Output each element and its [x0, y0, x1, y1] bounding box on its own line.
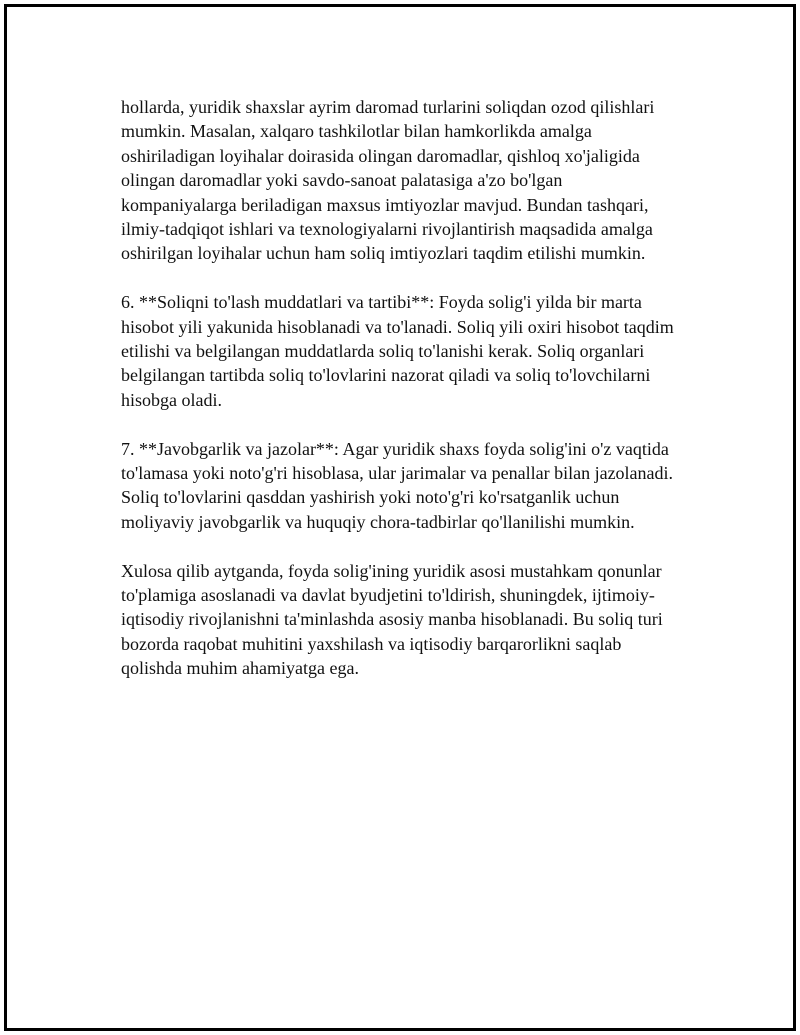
- text-line: hollarda, yuridik shaxslar ayrim daromad turlarini soliqdan ozod qilishlari: [121, 97, 655, 117]
- text-line: moliyaviy javobgarlik va huquqiy chora-tadbirlar qo'llanilishi mumkin.: [121, 511, 635, 532]
- text-line: mumkin. Masalan, xalqaro tashkilotlar bilan hamkorlikda amalga: [121, 121, 592, 142]
- document-page: [4, 4, 796, 1031]
- text-line: ilmiy-tadqiqot ishlari va texnologiyalarni rivojlantirish maqsadida amalga: [121, 219, 653, 240]
- text-line: qolishda muhim ahamiyatga ega.: [121, 658, 359, 679]
- paragraph-payment-terms: [121, 290, 701, 412]
- text-line: to'plamiga asoslanadi va davlat byudjetini to'ldirish, shuningdek, ijtimoiy-: [121, 585, 655, 606]
- text-line: iqtisodiy rivojlanishni ta'minlashda asosiy manba hisoblanadi. Bu soliq turi: [121, 609, 663, 630]
- text-line: bozorda raqobat muhitini yaxshilash va iqtisodiy barqarorlikni saqlab: [121, 633, 622, 654]
- text-line: belgilangan tartibda soliq to'lovlarini nazorat qiladi va soliq to'lovchilarni: [121, 365, 651, 386]
- text-line: Soliq to'lovlarini qasddan yashirish yoki noto'g'ri ko'rsatganlik uchun: [121, 487, 620, 508]
- text-line: to'lamasa yoki noto'g'ri hisoblasa, ular jarimalar va penallar bilan jazolanadi.: [121, 463, 674, 484]
- text-line: 7. **Javobgarlik va jazolar**: Agar yuridik shaxs foyda solig'ini o'z vaqtida: [121, 438, 669, 459]
- text-line: etilishi va belgilangan muddatlarda soliq to'lanishi kerak. Soliq organlari: [121, 341, 645, 362]
- document-body: [121, 95, 701, 705]
- text-line: 6. **Soliqni to'lash muddatlari va tartibi**: Foyda solig'i yilda bir marta: [121, 292, 642, 313]
- text-line: olingan daromadlar yoki savdo-sanoat palatasiga a'zo bo'lgan: [121, 170, 563, 191]
- text-line: oshirilgan loyihalar uchun ham soliq imtiyozlari taqdim etilishi mumkin.: [121, 243, 646, 264]
- paragraph-liability: [121, 437, 701, 535]
- text-line: hisobga oladi.: [121, 389, 222, 410]
- text-line: kompaniyalarga beriladigan maxsus imtiyozlar mavjud. Bundan tashqari,: [121, 194, 649, 215]
- paragraph-conclusion: [121, 559, 701, 681]
- text-line: hisobot yili yakunida hisoblanadi va to'lanadi. Soliq yili oxiri hisobot taqdim: [121, 316, 674, 337]
- text-line: oshiriladigan loyihalar doirasida olingan daromadlar, qishloq xo'jaligida: [121, 145, 640, 166]
- paragraph-tax-exemptions: [121, 95, 701, 266]
- text-line: Xulosa qilib aytganda, foyda solig'ining yuridik asosi mustahkam qonunlar: [121, 560, 662, 581]
